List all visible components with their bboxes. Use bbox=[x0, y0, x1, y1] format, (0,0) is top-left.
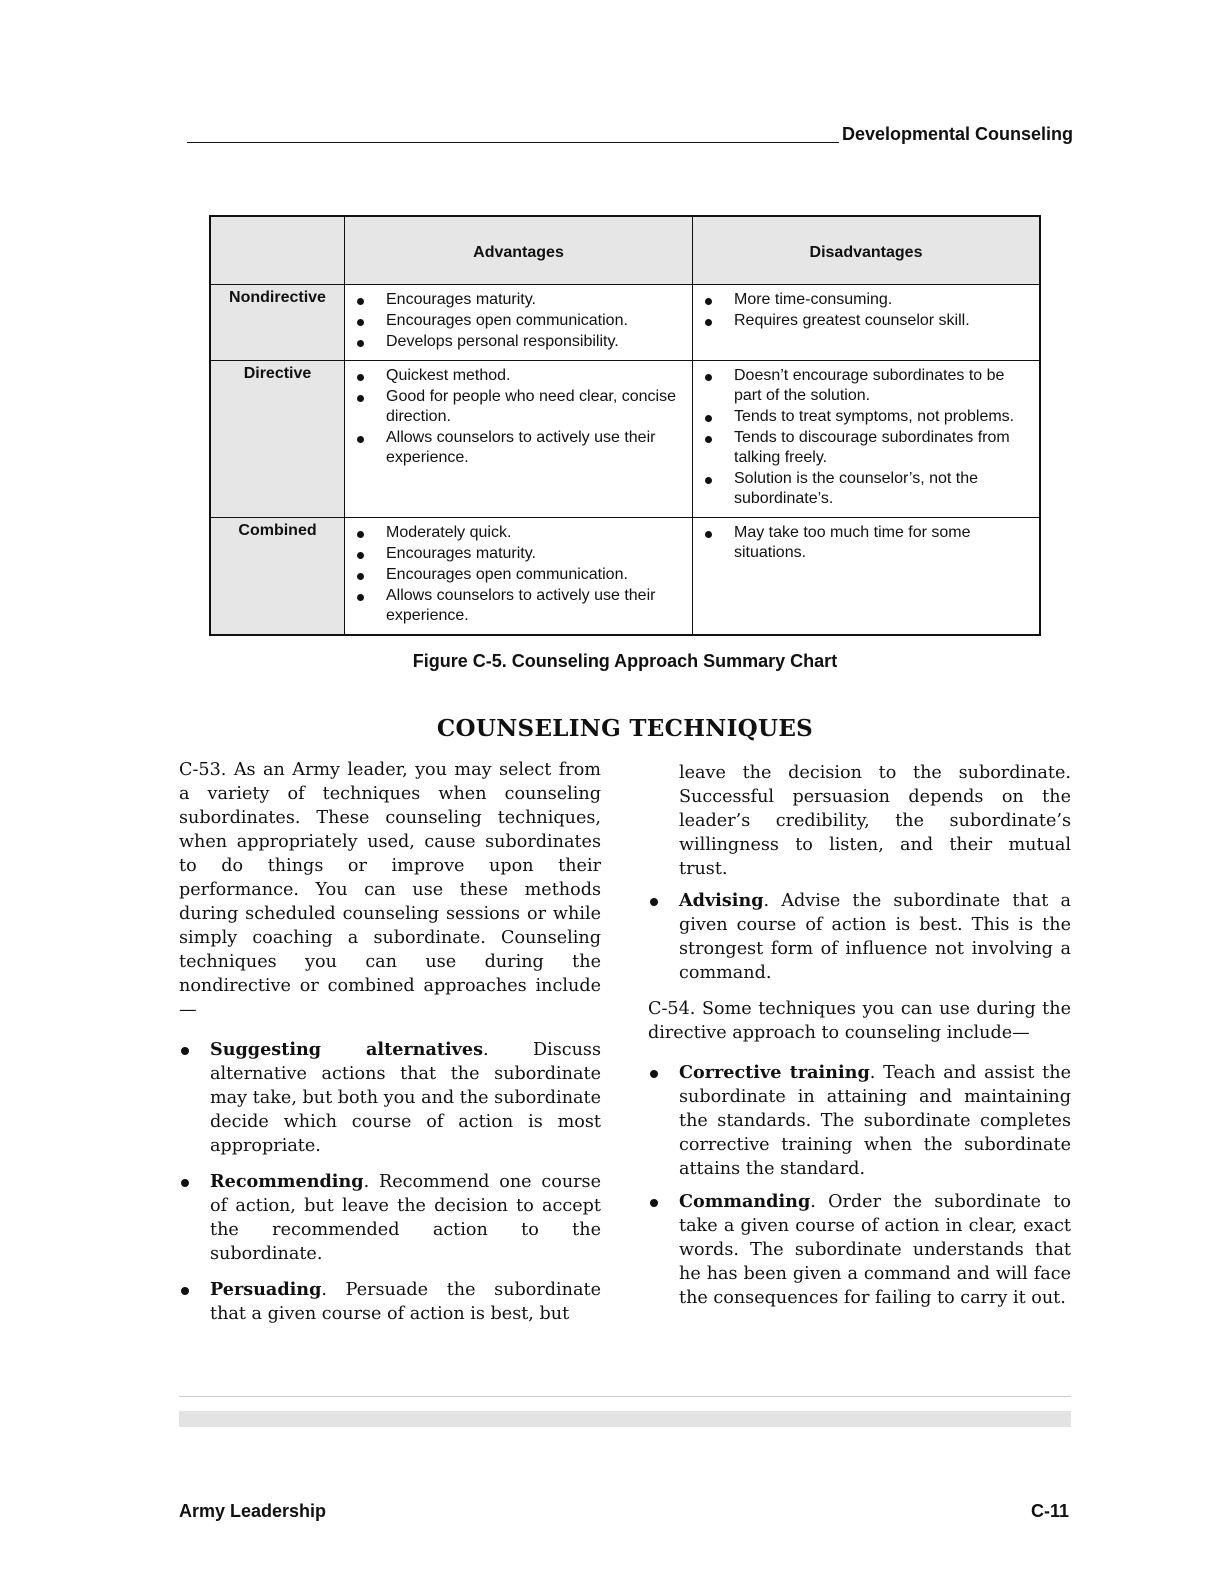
table-row bbox=[210, 361, 1040, 518]
row-label-combined: Combined bbox=[210, 518, 345, 636]
paragraph-c53: C-53. As an Army leader, you may select from a variety of techniques when counseling subordinates. These counseling techniques, when appropriately used, cause subordinates to do things or improve upon their performance. You can use these methods during scheduled counseling sessions or while simply coaching a subordinate. Counseling techniques you can use during the nondirective or combined approaches include— bbox=[179, 760, 601, 1020]
bullet-icon bbox=[650, 1070, 658, 1078]
list-item: Suggesting alternatives. Discuss alternative actions that the subordinate may take, but both you and the subordinate decide which course of action is most appropriate. bbox=[179, 1038, 601, 1158]
list-item: Commanding. Order the subordinate to take a given course of action in clear, exact words. The subordinate understands that he has been given a command and will face the consequences for failing to carry it out. bbox=[648, 1190, 1071, 1310]
page-number: C-11 bbox=[1030, 1501, 1069, 1521]
bullet-icon bbox=[357, 594, 364, 601]
figure-caption: Figure C-5. Counseling Approach Summary Chart bbox=[412, 651, 838, 671]
bullet-icon bbox=[705, 415, 712, 422]
bullet-icon bbox=[705, 477, 712, 484]
bullet-icon bbox=[357, 374, 364, 381]
technique-list-advising bbox=[648, 889, 1071, 985]
bullet-icon bbox=[705, 436, 712, 443]
footer-publication-title: Army Leadership bbox=[179, 1501, 327, 1521]
list-item: Requires greatest counselor skill. bbox=[694, 311, 1032, 331]
bullet-icon bbox=[357, 319, 364, 326]
list-item: Recommending. Recommend one course of action, but leave the decision to accept the recommended action to the subordinate. bbox=[179, 1170, 601, 1266]
bullet-icon bbox=[357, 552, 364, 559]
counseling-approach-table bbox=[209, 215, 1041, 636]
table-row bbox=[210, 285, 1040, 361]
bullet-icon bbox=[705, 319, 712, 326]
advantages-cell bbox=[345, 361, 693, 518]
bullet-icon bbox=[705, 374, 712, 381]
list-item: Corrective training. Teach and assist the subordinate in attaining and maintaining the standards. The subordinate completes corrective training when the subordinate attains the standard. bbox=[648, 1061, 1071, 1181]
technique-list-left bbox=[179, 1038, 601, 1326]
section-heading: COUNSELING TECHNIQUES bbox=[436, 715, 814, 742]
bullet-icon bbox=[357, 436, 364, 443]
list-item: Solution is the counselor’s, not the subordinate’s. bbox=[694, 469, 1032, 509]
list-item: Encourages maturity. bbox=[346, 290, 685, 310]
technique-list-right bbox=[648, 1061, 1071, 1310]
footer-rule bbox=[179, 1396, 1071, 1397]
bullet-icon bbox=[181, 1287, 189, 1295]
bullet-icon bbox=[357, 531, 364, 538]
list-item: Develops personal responsibility. bbox=[346, 332, 685, 352]
bullet-icon bbox=[705, 298, 712, 305]
column-header-disadvantages: Disadvantages bbox=[693, 216, 1041, 285]
list-item: Allows counselors to actively use their experience. bbox=[346, 428, 685, 468]
advantages-cell bbox=[345, 518, 693, 636]
advantages-cell bbox=[345, 285, 693, 361]
list-item: Persuading. Persuade the subordinate that a given course of action is best, but bbox=[179, 1278, 601, 1326]
list-item: Moderately quick. bbox=[346, 523, 685, 543]
list-item: Allows counselors to actively use their experience. bbox=[346, 586, 685, 626]
list-item: Encourages maturity. bbox=[346, 544, 685, 564]
bullet-icon bbox=[650, 898, 658, 906]
bullet-icon bbox=[650, 1199, 658, 1207]
list-item: More time-consuming. bbox=[694, 290, 1032, 310]
bullet-icon bbox=[181, 1179, 189, 1187]
bullet-icon bbox=[357, 573, 364, 580]
row-label-nondirective: Nondirective bbox=[210, 285, 345, 361]
list-item: Quickest method. bbox=[346, 366, 685, 386]
list-item: Encourages open communication. bbox=[346, 565, 685, 585]
row-label-directive: Directive bbox=[210, 361, 345, 518]
list-item: Tends to discourage subordinates from talking freely. bbox=[694, 428, 1032, 468]
column-header-advantages: Advantages bbox=[345, 216, 693, 285]
paragraph-continuation: leave the decision to the subordinate. Successful persuasion depends on the leader’s credibility, the subordinate’s willingness to listen, and their mutual trust. bbox=[679, 763, 1071, 879]
bullet-icon bbox=[357, 298, 364, 305]
bullet-icon bbox=[181, 1047, 189, 1055]
list-item: Encourages open communication. bbox=[346, 311, 685, 331]
right-column bbox=[648, 761, 1071, 1310]
disadvantages-cell bbox=[693, 285, 1041, 361]
bullet-icon bbox=[357, 395, 364, 402]
paragraph-c54: C-54. Some techniques you can use during the directive approach to counseling include— bbox=[648, 999, 1071, 1043]
header-rule bbox=[187, 142, 839, 143]
list-item: Good for people who need clear, concise direction. bbox=[346, 387, 685, 427]
table-row bbox=[210, 518, 1040, 636]
table-header-row bbox=[210, 216, 1040, 285]
disadvantages-cell bbox=[693, 361, 1041, 518]
bullet-icon bbox=[357, 340, 364, 347]
list-item: Advising. Advise the subordinate that a given course of action is best. This is the strongest form of influence not involving a command. bbox=[648, 889, 1071, 985]
footer-bar bbox=[179, 1411, 1071, 1427]
bullet-icon bbox=[705, 531, 712, 538]
running-header: Developmental Counseling bbox=[842, 124, 1074, 144]
list-item: Doesn’t encourage subordinates to be part of the solution. bbox=[694, 366, 1032, 406]
table-corner-cell bbox=[210, 216, 345, 285]
list-item: May take too much time for some situations. bbox=[694, 523, 1032, 563]
left-column bbox=[179, 758, 601, 1326]
list-item: Tends to treat symptoms, not problems. bbox=[694, 407, 1032, 427]
disadvantages-cell bbox=[693, 518, 1041, 636]
